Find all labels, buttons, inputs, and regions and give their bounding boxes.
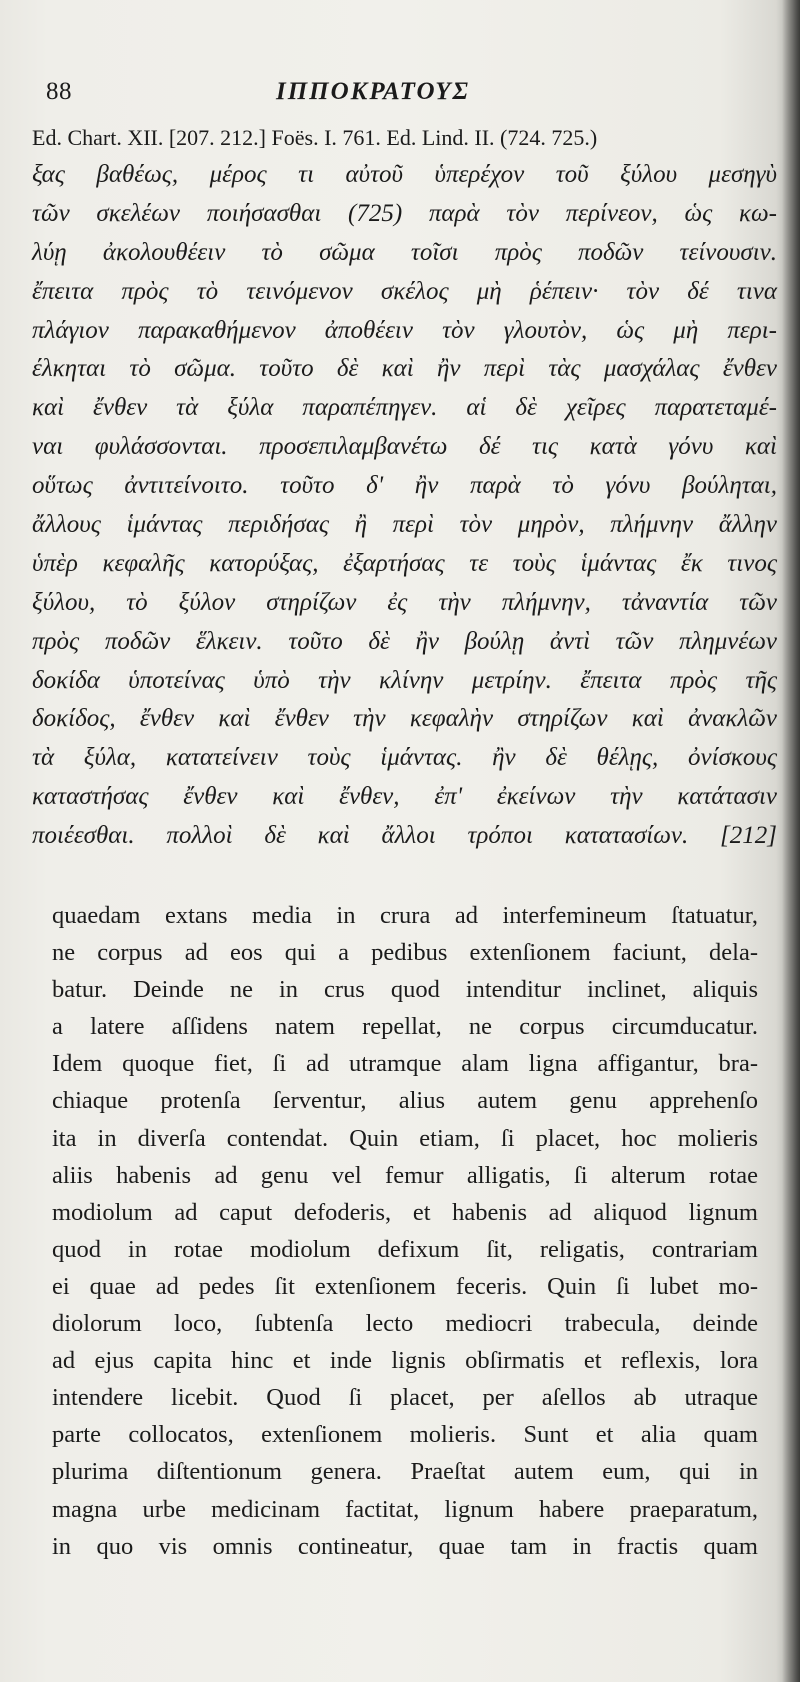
latin-line: parte collocatos, extenſionem molieris. Sunt et alia quam: [52, 1421, 758, 1449]
latin-line: modiolum ad caput defoderis, et habenis ad aliquod lignum: [52, 1198, 758, 1226]
latin-line: aliis habenis ad genu vel femur alligatis, ſi alterum rotae: [52, 1161, 758, 1189]
greek-line: τῶν σκελέων ποιήσασθαι (725) παρὰ τὸν περίνεον, ὡς κω-: [32, 199, 777, 227]
latin-line: batur. Deinde ne in crus quod intenditur inclinet, aliquis: [52, 976, 758, 1004]
latin-line: chiaque protenſa ſerventur, alius autem genu apprehenſo: [52, 1087, 758, 1115]
latin-line: magna urbe medicinam factitat, lignum habere praeparatum,: [52, 1495, 758, 1523]
running-head: [46, 78, 786, 114]
greek-line: οὕτως ἀντιτείνοιτο. τοῦτο δ' ἢν παρὰ τὸ γόνυ βούληται,: [32, 472, 777, 500]
latin-line: ita in diverſa contendat. Quin etiam, ſi placet, hoc molieris: [52, 1124, 758, 1152]
greek-line: πρὸς ποδῶν ἕλκειν. τοῦτο δὲ ἢν βούλῃ ἀντὶ τῶν πλημνέων: [32, 627, 777, 655]
latin-line: quaedam extans media in crura ad interfemineum ſtatuatur,: [52, 902, 758, 929]
greek-line: ἄλλους ἱμάντας περιδήσας ἢ περὶ τὸν μηρὸν, πλήμνην ἄλλην: [32, 511, 777, 539]
greek-line: καὶ ἔνθεν τὰ ξύλα παραπέπηγεν. αἱ δὲ χεῖρες παρατεταμέ-: [32, 394, 777, 422]
edition-references: Ed. Chart. XII. [207. 212.] Foës. I. 761. Ed. Lind. II. (724. 725.): [32, 125, 598, 150]
latin-text-block: [52, 897, 758, 1565]
latin-line: ne corpus ad eos qui a pedibus extenſionem faciunt, dela-: [52, 939, 758, 967]
greek-line: έλκηται τὸ σῶμα. τοῦτο δὲ καὶ ἢν περὶ τὰς μασχάλας ἔνθεν: [32, 355, 777, 383]
latin-line: intendere licebit. Quod ſi placet, per aſellos ab utraque: [52, 1384, 758, 1412]
greek-line: ποιέεσθαι. πολλοὶ δὲ καὶ ἄλλοι τρόποι κατατασίων. [212]: [32, 822, 777, 850]
greek-line: ξύλου, τὸ ξύλον στηρίζων ἐς τὴν πλήμνην, τἀναντία τῶν: [32, 588, 777, 616]
latin-line: Idem quoque fiet, ſi ad utramque alam ligna affigantur, bra-: [52, 1050, 758, 1078]
greek-line: ναι φυλάσσονται. προσεπιλαμβανέτω δέ τις κατὰ γόνυ καὶ: [32, 433, 777, 461]
greek-line: πλάγιον παρακαθήμενον ἀποθέειν τὸν γλουτὸν, ὡς μὴ περι-: [32, 316, 777, 344]
page-number: 88: [46, 78, 72, 105]
greek-text-block: [32, 156, 777, 856]
latin-line: plurima diſtentionum genera. Praeſtat autem eum, qui in: [52, 1458, 758, 1486]
latin-line: quod in rotae modiolum defixum ſit, religatis, contrariam: [52, 1235, 758, 1263]
greek-line: καταστήσας ἔνθεν καὶ ἔνθεν, ἐπ' ἐκείνων τὴν κατάτασιν: [32, 783, 777, 811]
greek-line: δοκίδος, ἔνθεν καὶ ἔνθεν τὴν κεφαλὴν στηρίζων καὶ ἀνακλῶν: [32, 705, 777, 733]
greek-line: τὰ ξύλα, κατατείνειν τοὺς ἱμάντας. ἢν δὲ θέλῃς, ὀνίσκους: [32, 744, 777, 772]
greek-line: λύῃ ἀκολουθέειν τὸ σῶμα τοῖσι πρὸς ποδῶν τείνουσιν.: [32, 238, 777, 266]
greek-line: ὑπὲρ κεφαλῆς κατορύξας, ἐξαρτήσας τε τοὺς ἱμάντας ἔκ τινος: [32, 549, 777, 577]
latin-line: a latere aſſidens natem repellat, ne corpus circumducatur.: [52, 1013, 758, 1041]
greek-line: δοκίδα ὑποτείνας ὑπὸ τὴν κλίνην μετρίην. ἔπειτα πρὸς τῆς: [32, 666, 777, 694]
greek-line: ξας βαθέως, μέρος τι αὐτοῦ ὑπερέχον τοῦ ξύλου μεσηγὺ: [32, 161, 777, 188]
latin-line: ei quae ad pedes ſit extenſionem feceris. Quin ſi lubet mo-: [52, 1272, 758, 1300]
running-title: ΙΠΠΟΚΡΑΤΟΥΣ: [276, 78, 470, 105]
greek-line: ἔπειτα πρὸς τὸ τεινόμενον σκέλος μὴ ῥέπειν· τὸν δέ τινα: [32, 277, 777, 305]
latin-line: in quo vis omnis contineatur, quae tam in fractis quam: [52, 1532, 758, 1560]
latin-line: diolorum loco, ſubtenſa lecto mediocri trabecula, deinde: [52, 1310, 758, 1338]
page-edge-shadow: [782, 0, 800, 1682]
latin-line: ad ejus capita hinc et inde lignis obſirmatis et reflexis, lora: [52, 1347, 758, 1375]
